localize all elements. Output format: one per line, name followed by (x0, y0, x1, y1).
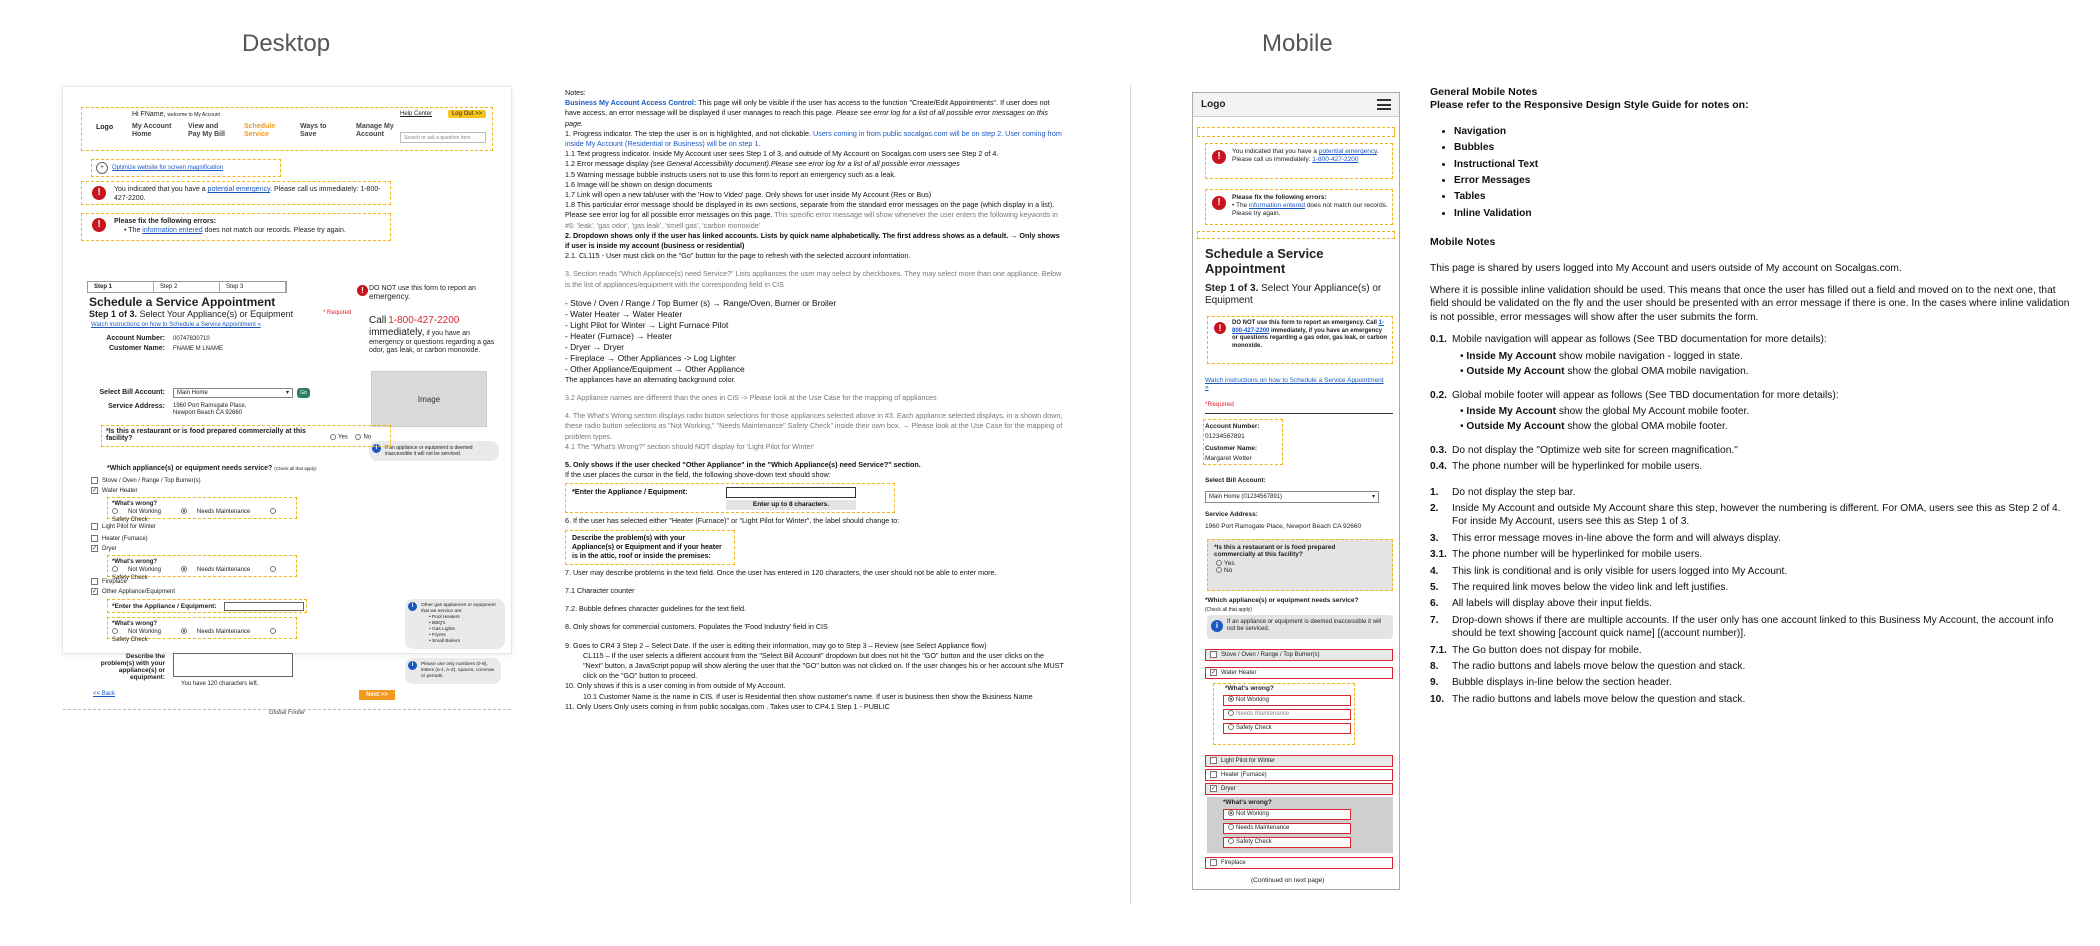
mobile-notes: General Mobile Notes Please refer to the Responsive Design Style Guide for notes on: • Navigation • Bubbles • Instructional Text • Error Messages • Tables • Inline Validation Mobile Notes This page is shared by users logged into My Account and users outside of My account on Socalgas.com. Where it is possible inline validation should be used. This means that once the user has filled out a field and moved on to the next one, that field should be validated on the fly and the user should be presented with an error message if there is one. In the cases where inline validation is not possible, error messages will show after the user submits the form. 0.1. Mobile navigation will appear as follows (See TBD documentation for more details): • Inside My Account show mobile navigation - logged in state. • Outside My Account show the global OMA mobile navigation. 0.2. Global mobile footer will appear as follows (See TBD documentation for more details): • Inside My Account show the global My Account mobile footer. • Outside My Account show the global OMA mobile footer. 0.3. Do not display the "Optimize web site for screen magnification." 0.4. The phone number will be hyperlinked for mobile users. 1. Do not display the step bar. 2. Inside My Account and outside My Account share this step, however the numbering is different. For OMA, users see this as Step 2 of 4. For inside My Account, users see this as Step 1 of 3. 3. This error message moves in-line above the form and will always display. 3.1. The phone number will be hyperlinked for mobile users. 4. This link is conditional and is only visible for users logged into My Account. 5. The required link moves below the video link and left justifies. 6. All labels will display above their input fields. 7. Drop-down shows if there are multiple accounts. If the user only has one account linked to this Business My Account, the account info should be text showing [account quick name] [(account number)]. 7.1. The Go button does not dispay for mobile. 8. The radio buttons and labels move below the question and stack. 9. Bubble displays in-line below the section header. 10. The radio buttons and labels move below the question and stack. (1430, 86, 2070, 709)
mobile-appliance-item[interactable]: ✓ Dryer (1205, 783, 1393, 795)
step-bar (87, 281, 287, 293)
not-working-radio[interactable] (112, 628, 118, 634)
mobile-emergency-error: ! You indicated that you have a potential emergency. Please call us immediately: 1-800-427-2200 (1205, 143, 1393, 179)
error-icon: ! (1212, 196, 1226, 210)
mobile-address-value: 1960 Port Ramsgate Place, Newport Beach CA 92660 (1205, 523, 1362, 530)
nav-placeholder (1197, 127, 1395, 137)
desktop-wireframe (62, 86, 512, 716)
customer-name-value: FNAME M LNAME (173, 346, 224, 352)
info-icon: i (1211, 620, 1223, 632)
mobile-option[interactable]: Not Working (1223, 695, 1351, 706)
character-bubble: i Please use only numbers (0-9), letters (a-z, A-Z), spaces, commas or periods. (405, 658, 501, 684)
mobile-appliance-item[interactable]: Light Pilot for Winter (1205, 755, 1393, 767)
needs-maintenance-radio[interactable] (181, 566, 187, 572)
greeting: Hi FName, welcome to My Account (132, 111, 220, 118)
back-link[interactable]: << Back (93, 691, 116, 697)
mobile-subtitle: Step 1 of 3. Select Your Appliance(s) or Equipment (1205, 283, 1382, 306)
service-address-value: 1960 Port Ramsgate Place, Newport Beach CA 92660 (173, 403, 247, 416)
which-appliance-question: *Which appliance(s) or equipment needs service? (Check all that apply) (107, 465, 317, 472)
mobile-watch-link[interactable]: Watch instructions on how to Schedule a Service Appointment » (1205, 377, 1384, 391)
error-icon: ! (92, 186, 106, 200)
nav-view-pay-bill[interactable]: View and Pay My Bill (188, 123, 225, 138)
nav-my-account-home[interactable]: My Account Home (132, 123, 172, 138)
step-1: Step 1 (88, 282, 154, 292)
chevron-down-icon: ▾ (1371, 494, 1375, 500)
watch-instructions-link[interactable]: Watch instructions on how to Schedule a Service Appointment » (91, 322, 261, 328)
warning-icon: ! (1214, 322, 1226, 334)
mobile-bill-label: Select Bill Account: (1205, 477, 1266, 484)
mobile-appliance-item[interactable]: ✓ Water Heater (1205, 667, 1393, 679)
account-number-value: 00747830710 (173, 336, 210, 342)
hamburger-menu-icon[interactable] (1377, 99, 1391, 110)
mobile-option[interactable]: Safety Check (1223, 837, 1351, 848)
error-icon: ! (1212, 150, 1226, 164)
mobile-whats-wrong-label: *What's wrong? (1225, 685, 1274, 692)
enter-appliance-row: *Enter the Appliance / Equipment: (107, 599, 307, 613)
logout-button[interactable]: Log Out >> (448, 110, 486, 118)
mobile-customer-value: Margaret Wetter (1205, 455, 1252, 462)
customer-name-label: Customer Name: (108, 345, 165, 352)
not-working-radio[interactable] (112, 508, 118, 514)
step-placeholder (1197, 231, 1395, 239)
mobile-wireframe (1192, 92, 1400, 890)
desktop-heading: Desktop (242, 30, 331, 57)
appliance-item[interactable]: ✓ Other Appliance/Equipment (92, 589, 176, 596)
info-icon: i (372, 444, 381, 453)
potential-emergency-link[interactable]: potential emergency (1318, 148, 1377, 155)
not-working-radio[interactable] (112, 566, 118, 572)
mobile-option[interactable]: Safety Check (1223, 723, 1351, 734)
appliance-item[interactable]: Heater (Furnace) (91, 535, 148, 542)
continued-note: (Continued on next page) (1251, 877, 1325, 884)
yes-radio[interactable] (1216, 560, 1222, 566)
safety-check-radio[interactable] (270, 508, 276, 514)
appliance-item[interactable]: Light Pilot for Winter (91, 523, 156, 530)
desktop-nav (132, 123, 400, 139)
mobile-appliance-item[interactable]: Stove / Oven / Range / Top Burner(s) (1205, 649, 1393, 661)
mobile-inaccessible-bubble: i If an appliance or equipment is deemed inaccessible it will not be serviced. (1207, 615, 1393, 639)
safety-check-radio[interactable] (270, 566, 276, 572)
mobile-address-label: Service Address: (1205, 511, 1258, 518)
account-number-label: Account Number: (106, 335, 165, 342)
mobile-account-label: Account Number: (1205, 423, 1260, 430)
phone-link[interactable]: 1-800-427-2200 (1312, 156, 1359, 163)
whats-wrong-box: *What's wrong? Not Working Needs MaintenanceSafety Check (107, 497, 297, 519)
image-placeholder: Image (371, 371, 487, 427)
appliance-item[interactable]: ✓ Water Heater (92, 488, 138, 495)
mobile-logo[interactable]: Logo (1201, 99, 1226, 110)
mobile-emergency-warning: ! DO NOT use this form to report an emergency. Call 1-800-427-2200 immediately, if you have an emergency or questions regarding a gas odor, gas leak, or carbon monoxide. (1207, 316, 1393, 364)
mobile-whats-wrong-label: *What's wrong? (1223, 799, 1272, 806)
mobile-header (1193, 93, 1399, 117)
mobile-required: *Required (1205, 401, 1234, 408)
step-2: Step 2 (154, 282, 220, 292)
page-subtitle: Step 1 of 3. Select Your Appliance(s) or Equipment (89, 309, 294, 319)
appliance-input[interactable] (224, 602, 304, 611)
go-button[interactable]: Go (297, 388, 310, 398)
optimize-link[interactable]: + Optimize website for screen magnification (91, 159, 281, 177)
mobile-check-all: (Check all that apply) (1205, 607, 1252, 613)
magnifier-icon: + (96, 162, 108, 174)
describe-label-example: Describe the problem(s) with your Appliance(s) or Equipment and if your heater is in the attic, roof or inside the premises: (565, 530, 735, 565)
emergency-error: ! You indicated that you have a potential emergency. Please call us immediately: 1-800-427-2200. (81, 181, 391, 205)
describe-textarea[interactable] (173, 653, 293, 677)
mobile-customer-label: Customer Name: (1205, 445, 1258, 452)
chevron-down-icon: ▾ (285, 390, 289, 396)
appliance-item[interactable]: Fireplace (91, 578, 127, 585)
mobile-option[interactable]: Needs Maintenance (1223, 823, 1351, 834)
other-appliances-bubble: i Other gas appliances or equipment that we service are: • Pool Heaters • BBQ's • Gas Lights • Fryers • Small Boilers (405, 599, 505, 649)
whats-wrong-box: *What's wrong? Not Working Needs MaintenanceSafety Check (107, 555, 297, 577)
info-icon: i (408, 661, 417, 670)
describe-label: Describe the problem(s) with your appliance(s) or equipment: (100, 653, 165, 681)
mobile-option[interactable]: Not Working (1223, 809, 1351, 820)
select-bill-label: Select Bill Account: (99, 389, 165, 396)
potential-emergency-link[interactable]: potential emergency (207, 186, 271, 193)
required-note: * Required (323, 310, 352, 316)
desktop-notes: Notes: Business My Account Access Control: This page will only be visible if the user has access to the function "Create/Edit Appointments". If user does not have access, an error message will be displayed if user manages to reach this page. Please see error log for a list of all possible error messages on this page. 1. Progress indicator. The step the user is on is highlighted, and not clickable. Users coming in from public socalgas.com will be on step 2. User coming from inside My Account (Residential or Business) will be on step 1. 1.1 Text progress indicator. Inside My Account user sees Step 1 of 3, and outside of My Account on Socalgas.com users see Step 2 of 4. 1.2 Error message display (see General Accessibility document).Please see error log for a list of all possible error messages 1.5 Warning message bubble instructs users not to use this form to report an emergency such as a leak. 1.6 Image will be shown on design documents 1.7 Link will open a new tab/user with the 'How to Video' page. Only shows for user inside My Account (Res or Bus) 1.8 This particular error message should be displayed in its own sections, separate from the standard error messages on the page (which display in a list). Please see error log for all possible error messages on this page. This specific error message will show whenever the user enters the following keywords in #6: 'leak', 'gas odor', 'gas leak', 'smell gas', 'carbon monoxide' 2. Dropdown shows only if the user has linked accounts. Lists by quick name alphabetically. The first address shows as a default. → Only shows if user is inside my account (business or residential) 2.1. CL115 - User must click on the "Go" button for the page to refresh with the selected account information. 3. Section reads "Which Appliance(s) need Service?" Lists appliances the user may select by checkboxes. They may select more than one appliance. Below is the list of appliances/equipment with the corresponding field in CIS - Stove / Oven / Range / Top Burner (s) → Range/Oven, Burner or Broiler - Water Heater → Water Heater - Light Pilot for Winter → Light Furnace Pilot - Heater (Furnace) → Heater - Dryer → Dryer - Fireplace → Other Appliances -> Log Lighter - Other Appliance/Equipment → Other Appliance The appliances have an alternating background color. 3.2 Appliance names are different than the ones in CIS -> Please look at the Use Case for the mapping of appliances 4. The What's Wrong section displays radio button selections for those appliances selected above in #3. Each appliance selected displays, in a shown down, these radio button selections as "Not Working," "Needs Maintenance" Safety Check" inside their own box. → Please look at the Use Case for the mapping of problem types. 4.1 The "What's Wrong?" section should NOT display for 'Light Pilot for Winter' 5. Only shows if the user checked "Other Appliance" in the "Which Appliance(s) need Service?" section. If the user places the cursor in the field, the following shove-down text should show: *Enter the Appliance / Equipment: Enter up to 8 characters. 6. If the user has selected either "Heater (Furnace)" or "Light Pilot for Winter", the label should change to: Describe the problem(s) with your Appliance(s) or Equipment and if your heater is in the attic, roof or inside the premises: 7. User may describe problems in the text field. Once the user has entered in 120 characters, the user should not be able to enter more. 7.1 Character counter 7.2. Bubble defines character guidelines for the text field. 8. Only shows for commercial customers. Populates the 'Food Industry' field in CIS 9. Goes to CR4 3 Step 2 – Select Date. If the user is editing their information, may go to Step 3 – Review (see Select Appliance flow) CL115 – If the user selects a different account from the "Select Bill Account" dropdown but does not hit the "GO" button and the user clicks on the "Next" button, a JavaScript popup will show alerting the user that the "GO" button was not clicked on. If the user changes his or her account s/he MUST click on the "GO" button to proceed. 10. Only shows if this is a user coming in from outside of My Account. 10.1 Customer Name is the name in CIS. If user is Residential then show customer's name. If user is business then show the Business Name 11. Only Users Only users coming in from public socalgas.com . Takes user to CP4.1 Step 1 - PUBLIC (565, 88, 1064, 711)
no-radio[interactable] (355, 434, 361, 440)
next-button[interactable]: Next >> (359, 690, 395, 700)
desktop-header (81, 107, 493, 151)
error-icon: ! (92, 218, 106, 232)
phone-number[interactable]: 1-800-427-2200 (388, 315, 460, 326)
emergency-warning: ! DO NOT use this form to report an emergency. (369, 285, 499, 302)
page-title: Schedule a Service Appointment (89, 295, 276, 309)
bill-account-select[interactable]: Main Home ▾ (173, 388, 293, 398)
column-divider (1130, 85, 1131, 905)
nav-ways-to-save[interactable]: Ways to Save (300, 123, 327, 138)
mobile-account-value: 01234567891 (1205, 433, 1245, 440)
mobile-heading: Mobile (1262, 30, 1333, 57)
mobile-option[interactable]: Needs Maintenance (1223, 709, 1351, 720)
form-error: ! Please fix the following errors: • The information entered does not match our records. Please try again. (81, 213, 391, 241)
mobile-restaurant-box: *Is this a restaurant or is food prepared commercially at this facility? Yes No (1207, 539, 1393, 591)
mobile-which-question: *Which appliance(s) or equipment needs service? (1205, 597, 1359, 604)
safety-check-radio[interactable] (270, 628, 276, 634)
restaurant-question: *Is this a restaurant or is food prepared commercially at this facility? Yes No (101, 425, 391, 447)
no-radio[interactable] (1216, 567, 1222, 573)
search-input[interactable]: Search or ask a question here (400, 132, 486, 143)
call-notice: Call 1-800-427-2200 immediately, if you have an emergency or questions regarding a gas odor, gas leak, or carbon monoxide. (369, 315, 495, 354)
step-3: Step 3 (220, 282, 286, 292)
nav-schedule-service[interactable]: Schedule Service (244, 123, 276, 138)
nav-manage-account[interactable]: Manage My Account (356, 123, 394, 138)
needs-maintenance-radio[interactable] (181, 628, 187, 634)
warning-icon: ! (357, 285, 368, 296)
mobile-appliance-item[interactable]: Heater (Furnace) (1205, 769, 1393, 781)
mobile-page-title: Schedule a Service Appointment (1205, 246, 1324, 276)
chars-left: You have 120 characters left. (181, 681, 259, 687)
whats-wrong-box: *What's wrong? Not Working Needs MaintenanceSafety Check (107, 617, 297, 639)
inaccessible-bubble: i If an appliance or equipment is deemed inaccessible it will not be serviced. (369, 441, 499, 461)
yes-radio[interactable] (330, 434, 336, 440)
desktop-logo[interactable]: Logo (96, 124, 114, 131)
global-footer: Global Footer (63, 709, 511, 719)
shove-down-example: *Enter the Appliance / Equipment: Enter up to 8 characters. (565, 483, 895, 513)
help-center-link[interactable]: Help Center (399, 111, 432, 117)
information-entered-link[interactable]: information entered (1248, 202, 1305, 209)
appliance-item[interactable]: ✓ Dryer (92, 546, 117, 553)
needs-maintenance-radio[interactable] (181, 508, 187, 514)
phone-link[interactable]: 1-800-427-2200 (1232, 320, 1384, 334)
service-address-label: Service Address: (108, 403, 165, 410)
mobile-form-error: ! Please fix the following errors: • The information entered does not match our records. Please try again. (1205, 189, 1393, 225)
mobile-bill-select[interactable]: Main Home (01234567891) ▾ (1205, 491, 1379, 503)
mobile-appliance-item[interactable]: Fireplace (1205, 857, 1393, 869)
information-entered-link[interactable]: information entered (142, 227, 203, 234)
appliance-item[interactable]: Stove / Oven / Range / Top Burner(s) (91, 477, 201, 484)
info-icon: i (408, 602, 417, 611)
